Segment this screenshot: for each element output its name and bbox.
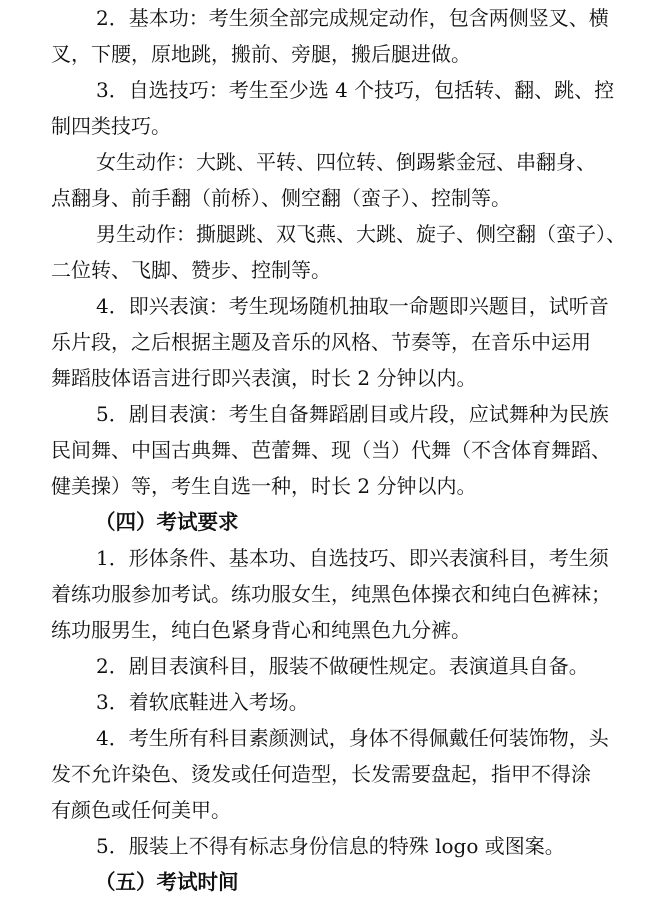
text-line: 男生动作：撕腿跳、双飞燕、大跳、旋子、侧空翻（蛮子）、: [96, 222, 626, 246]
text-line: 练功服男生，纯白色紧身背心和纯黑色九分裤。: [51, 618, 471, 642]
text-line: 3．着软底鞋进入考场。: [96, 690, 309, 714]
text-line: 二位转、飞脚、赞步、控制等。: [51, 258, 331, 282]
text-line: 2．剧目表演科目，服装不做硬性规定。表演道具自备。: [96, 654, 589, 678]
text-line: 4．即兴表演：考生现场随机抽取一命题即兴题目，试听音: [96, 294, 609, 318]
text-line: 着练功服参加考试。练功服女生，纯黑色体操衣和纯白色裤袜；: [51, 582, 611, 606]
text-line: 舞蹈肢体语言进行即兴表演，时长 2 分钟以内。: [51, 366, 477, 390]
text-line: 民间舞、中国古典舞、芭蕾舞、现（当）代舞（不含体育舞蹈、: [51, 438, 611, 462]
text-line: 1．形体条件、基本功、自选技巧、即兴表演科目，考生须: [96, 546, 609, 570]
text-line: 制四类技巧。: [51, 114, 171, 138]
text-line: 叉，下腰，原地跳，搬前、旁腿，搬后腿进做。: [51, 42, 471, 66]
section-heading: （四）考试要求: [95, 510, 239, 534]
text-line: 发不允许染色、烫发或任何造型，长发需要盘起，指甲不得涂: [51, 762, 591, 786]
text-line: 4．考生所有科目素颜测试，身体不得佩戴任何装饰物，头: [96, 726, 609, 750]
text-line: 女生动作：大跳、平转、四位转、倒踢紫金冠、串翻身、: [96, 150, 596, 174]
text-line: 乐片段，之后根据主题及音乐的风格、节奏等，在音乐中运用: [51, 330, 591, 354]
text-line: 3．自选技巧：考生至少选 4 个技巧，包括转、翻、跳、控: [96, 78, 615, 102]
text-line: 2．基本功：考生须全部完成规定动作，包含两侧竖叉、横: [96, 6, 609, 30]
text-line: 健美操）等，考生自选一种，时长 2 分钟以内。: [51, 474, 477, 498]
text-line: 有颜色或任何美甲。: [51, 798, 231, 822]
text-line: 点翻身、前手翻（前桥）、侧空翻（蛮子）、控制等。: [51, 186, 511, 210]
text-line: 5．剧目表演：考生自备舞蹈剧目或片段，应试舞种为民族: [96, 402, 609, 426]
section-heading: （五）考试时间: [95, 870, 239, 894]
text-line: 5．服装上不得有标志身份信息的特殊 logo 或图案。: [96, 834, 565, 858]
